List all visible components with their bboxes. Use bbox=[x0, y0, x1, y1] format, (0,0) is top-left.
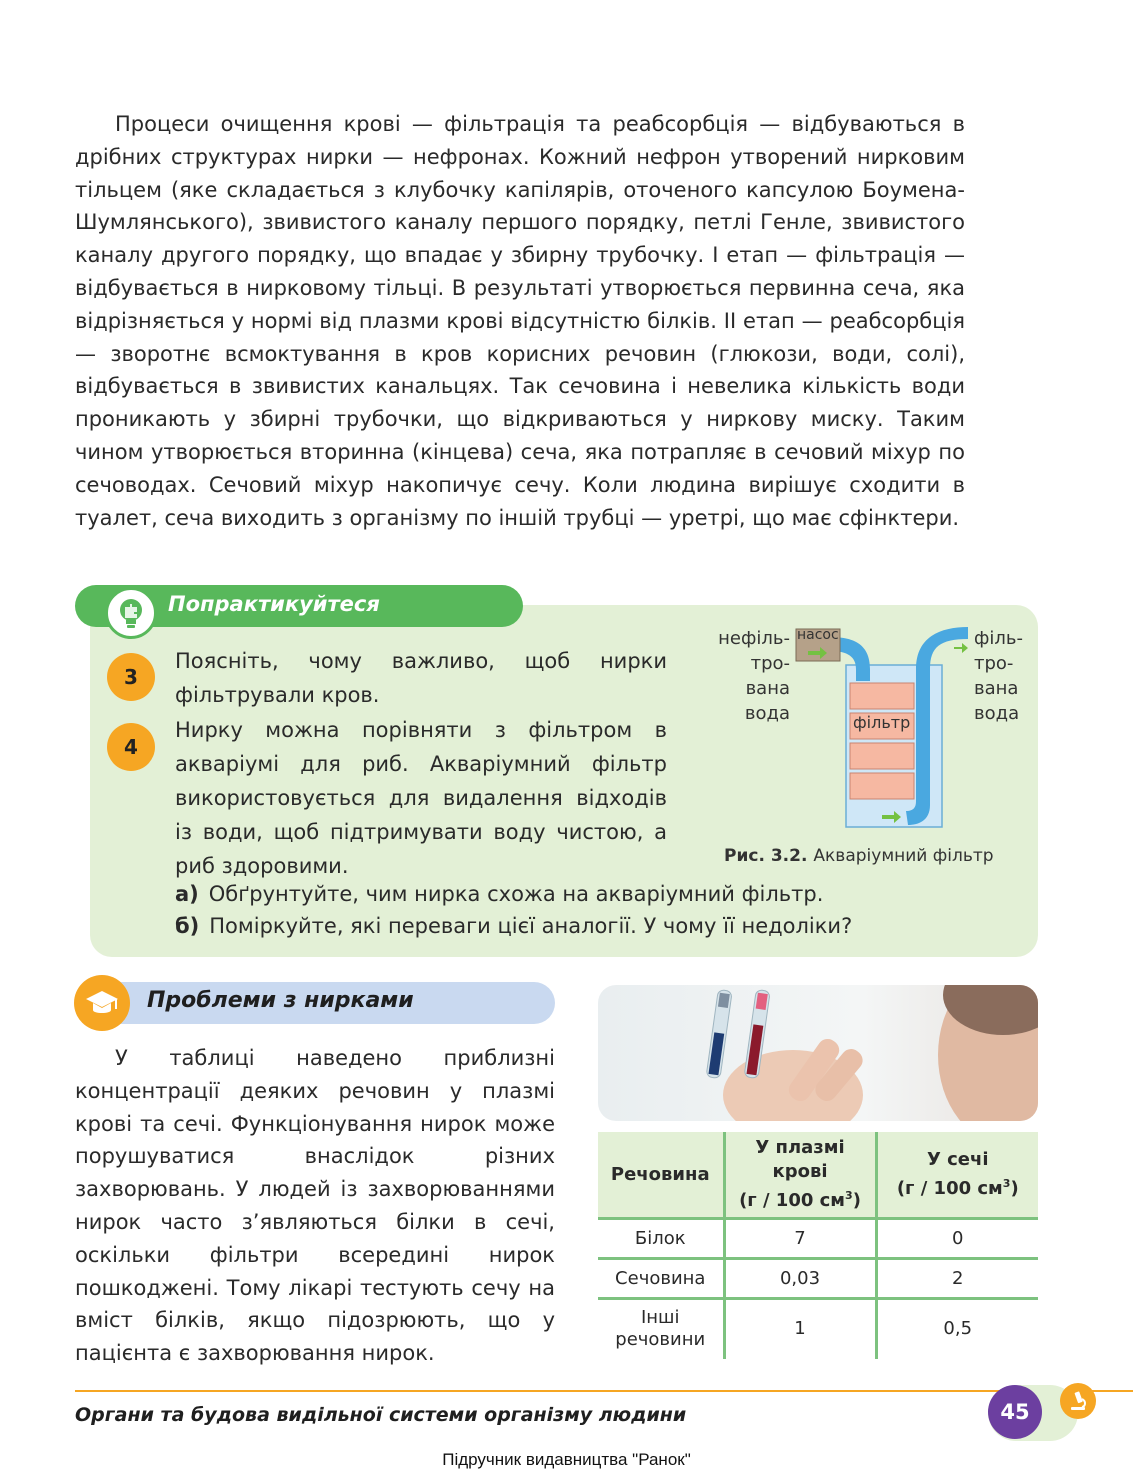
question-4-text: Нирку можна порівняти з фільтром в акваріумі для риб. Акваріумний фільтр використовується для видалення відходів із води, щоб підтримувати воду чистою, а риб здоровими. bbox=[175, 718, 667, 878]
unit-text: (г / 100 см bbox=[739, 1190, 846, 1211]
column-header-text: У сечі bbox=[926, 1149, 989, 1170]
question-4a bbox=[175, 878, 823, 910]
practice-title: Попрактикуйтеся bbox=[168, 592, 380, 616]
question-4b-label: б) bbox=[175, 914, 200, 938]
arrow-icon bbox=[954, 643, 968, 653]
lightbulb-puzzle-icon bbox=[105, 587, 157, 639]
column-header-substance bbox=[598, 1132, 724, 1219]
column-header-urine bbox=[876, 1132, 1038, 1219]
filter-block bbox=[850, 773, 914, 799]
test-tubes-photo bbox=[598, 985, 1038, 1121]
unit-close: ) bbox=[852, 1190, 861, 1211]
column-header-unit bbox=[882, 1172, 1035, 1201]
unfiltered-water-label bbox=[712, 626, 790, 726]
table-cell-substance: Білок bbox=[598, 1219, 724, 1259]
column-header-unit bbox=[730, 1184, 871, 1213]
unit-superscript: 3 bbox=[845, 1189, 853, 1202]
question-4b bbox=[175, 910, 852, 942]
unfiltered-label-line: тро- bbox=[750, 653, 790, 674]
table-cell-substance: Сечовина bbox=[598, 1259, 724, 1299]
table-cell-plasma: 1 bbox=[724, 1299, 876, 1359]
filtered-label-line: тро- bbox=[974, 653, 1014, 674]
table-row bbox=[598, 1299, 1038, 1359]
question-number-3: 3 bbox=[107, 653, 155, 701]
page-number: 45 bbox=[988, 1385, 1042, 1439]
table-header-row bbox=[598, 1132, 1038, 1219]
graduation-cap-icon bbox=[74, 975, 130, 1031]
filtered-label-line: філь- bbox=[974, 628, 1023, 649]
filter-label: фільтр bbox=[853, 713, 911, 732]
column-header-text: У плазмі bbox=[755, 1137, 845, 1158]
filtered-label-line: вода bbox=[974, 703, 1020, 724]
filtered-label-line: вана bbox=[974, 678, 1019, 699]
table-cell-urine: 0 bbox=[876, 1219, 1038, 1259]
question-number-4: 4 bbox=[107, 723, 155, 771]
figure-caption-number: Рис. 3.2. bbox=[724, 846, 808, 866]
figure-caption-text: Акваріумний фільтр bbox=[813, 846, 994, 866]
chapter-title: Органи та будова видільної системи організму людини bbox=[75, 1404, 687, 1426]
publisher-note: Підручник видавництва "Ранок" bbox=[442, 1450, 691, 1469]
question-4a-label: а) bbox=[175, 882, 199, 906]
unit-superscript: 3 bbox=[1002, 1177, 1011, 1190]
question-4b-text: Поміркуйте, які переваги цієї аналогії. У чому її недоліки? bbox=[209, 914, 853, 938]
table-cell-plasma: 7 bbox=[724, 1219, 876, 1259]
column-header-text: крові bbox=[772, 1161, 828, 1182]
column-header-plasma bbox=[724, 1132, 876, 1219]
filter-block bbox=[850, 743, 914, 769]
unit-close: ) bbox=[1010, 1178, 1019, 1199]
cell-text: речовини bbox=[615, 1329, 706, 1351]
table-cell-urine: 2 bbox=[876, 1259, 1038, 1299]
concentration-table bbox=[598, 1132, 1038, 1359]
unfiltered-label-line: вода bbox=[744, 703, 790, 724]
table-cell-plasma: 0,03 bbox=[724, 1259, 876, 1299]
pump-label: насос bbox=[797, 627, 839, 643]
column-header-text: Речовина bbox=[610, 1163, 710, 1185]
table-row bbox=[598, 1259, 1038, 1299]
question-3-text: Поясніть, чому важливо, щоб нирки фільтрували кров. bbox=[175, 649, 667, 707]
footer-divider bbox=[75, 1390, 1133, 1392]
table-row bbox=[598, 1219, 1038, 1259]
unfiltered-label-line: нефіль- bbox=[718, 628, 790, 649]
question-4a-text: Обґрунтуйте, чим нирка схожа на акваріумний фільтр. bbox=[208, 882, 824, 906]
microscope-icon bbox=[1060, 1383, 1096, 1419]
table-cell-urine: 0,5 bbox=[876, 1299, 1038, 1359]
filter-block bbox=[850, 683, 914, 709]
table-cell-substance bbox=[598, 1299, 724, 1359]
filtered-water-label bbox=[974, 626, 1034, 726]
cell-text: Інші bbox=[640, 1307, 680, 1329]
problems-title: Проблеми з нирками bbox=[147, 988, 414, 1013]
intro-paragraph: Процеси очищення крові — фільтрація та реабсорбція — відбуваються в дрібних структурах нирки — нефронах. Кожний нефрон утворений нирковим тільцем (яке складається з клубочку капілярів, оточеного капсулою Боумена-Шумлянського), звивистого каналу першого порядку, петлі Генле, звивистого каналу другого порядку, що впадає у збирну трубочку. І етап — фільтрація — відбувається в нирковому тільці. В результаті утворюється первинна сеча, яка відрізняється у нормі від плазми крові відсутністю білків. ІІ етап — реабсорбція — зворотнє всмоктування в кров корисних речовин (глюкози, води, солі), відбувається в звивистих канальцях. Так сечовина і невелика кількість води проникають у збирні трубочки, що відкриваються у ниркову миску. Таким чином утворюється вторинна (кінцева) сеча, яка потрапляє в сечовий міхур по сечоводах. Сечовий міхур накопичує сечу. Коли людина вирішує сходити в туалет, сеча виходить з організму по іншій трубці — уретрі, що має сфінктери. bbox=[75, 112, 965, 530]
unfiltered-label-line: вана bbox=[745, 678, 790, 699]
problems-paragraph: У таблиці наведено приблизні концентрації деяких речовин у плазмі крові та сечі. Функціонування нирок може порушуватися внаслідок різних захворювань. У людей із захворюваннями нирок часто з’являються білки в сечі, оскільки фільтри всередині нирок пошкоджені. Тому лікарі тестують сечу на вміст білків, якщо підозрюють, що у пацієнта є захворювання нирок. bbox=[75, 1046, 555, 1366]
figure-caption bbox=[724, 846, 994, 866]
unit-text: (г / 100 см bbox=[896, 1178, 1003, 1199]
